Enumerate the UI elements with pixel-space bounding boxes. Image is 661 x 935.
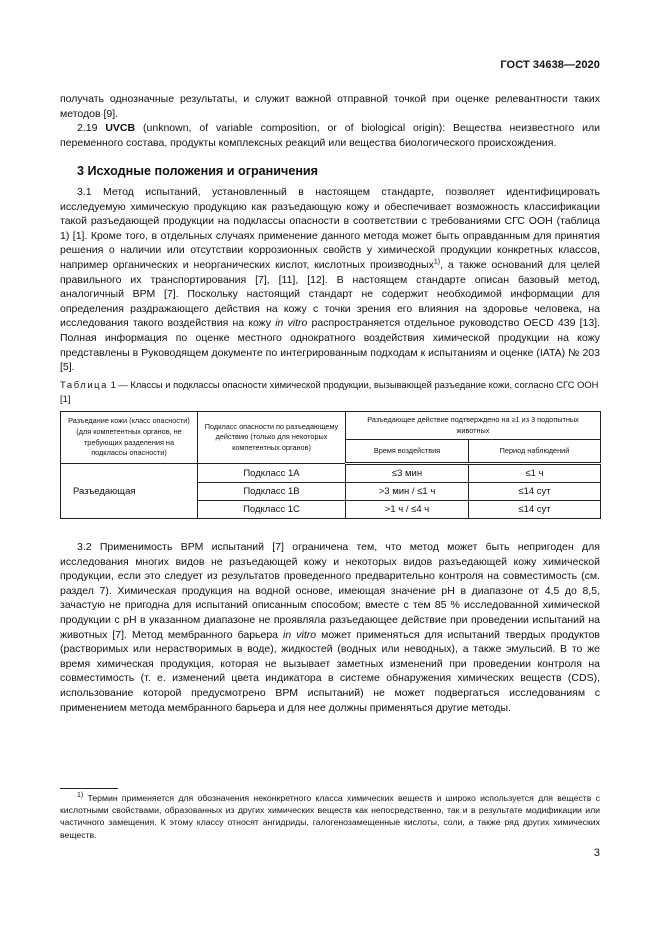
paragraph-prev-tail: получать однозначные результаты, и служит важной отправной точкой при оценке релевантности таких методов [9]. <box>60 93 600 120</box>
paragraph-3-1 <box>60 185 600 375</box>
subclass-cell: Подкласс 1A <box>198 464 346 483</box>
header-subclass: Подкласс опасности по разъедающему действию (только для некоторых компетентных органов) <box>198 412 346 464</box>
p31-part1: 3.1 Метод испытаний, установленный в настоящем стандарте, позволяет идентифицировать исследуемую химическую продукцию как разъедающую кожу и обеспечивает возможность классификации такой разъедающей продукции на подклассы опасности в соответствии с требованиями СГС ООН (таблица 1) [1]. Кроме того, в отдельных случаях применение данного метода может быть оправданным для принятия решения о наличии или отсутствии коррозионных свойств у химической продукции конкретных классов, например органических и неорганических кислот, кислотных производных <box>60 186 600 271</box>
section-heading: 3 Исходные положения и ограничения <box>77 164 319 178</box>
definition-2-19 <box>60 121 600 150</box>
header-observation: Период наблюдений <box>469 440 601 464</box>
exposure-cell: >3 мин / ≤1 ч <box>346 483 469 501</box>
subclass-cell: Подкласс 1B <box>198 483 346 501</box>
hazard-table <box>60 411 601 519</box>
table-caption-text: 1 — Классы и подклассы опасности химической продукции, вызывающей разъедание кожи, согласно СГС ООН [1] <box>60 379 599 404</box>
footnote-divider <box>60 788 118 789</box>
header-group: Разъедающее действие подтверждено на ≥1 из 3 подопытных животных <box>346 412 601 440</box>
footnote <box>60 792 600 841</box>
subclass-cell: Подкласс 1C <box>198 501 346 519</box>
table-caption-word: Таблица <box>60 379 108 390</box>
standard-id: ГОСТ 34638—2020 <box>500 59 600 71</box>
p32-part2: может применяться для испытаний твердых продуктов (растворимых или нерастворимых в воде), жидкостей (водных или неводных), а также эмульсий. В то же время химическая продукция, которая не вызывает заметных изменений при проведении контроля на совместимость (т. е. изменений цвета индикатора в системе обнаружения химических веществ (CDS), использование которой предусмотрено ВРМ испытаний) не может подвергаться исследованиям с применением метода мембранного барьера и для нее должны применяться другие методы. <box>60 628 600 714</box>
observation-cell: ≤1 ч <box>469 464 601 483</box>
page-number: 3 <box>593 847 600 859</box>
observation-cell: ≤14 сут <box>469 501 601 519</box>
header-exposure: Время воздействия <box>346 440 469 464</box>
header-skin-corrosion: Разъедание кожи (класс опасности) (для компетентных органов, не требующих разделения на подклассы опасности) <box>61 412 198 464</box>
p31-part2: , а также оснований для целей правильного их транспортирования [7], [11], [12]. В настоящем стандарте описан базовый метод, аналогичный ВРМ [7]. Поскольку настоящий стандарт не содержит необходимой информации для определения раздражающего действия на кожу с точки зрения его влияния на здоровье человека, на исследования такого воздействия на кожу <box>60 258 600 330</box>
table-row <box>61 464 601 483</box>
exposure-cell: >1 ч / ≤4 ч <box>346 501 469 519</box>
class-cell: Разъедающая <box>61 464 198 519</box>
p32-italic: in vitro <box>283 628 317 641</box>
definition-term: UVCB <box>105 122 136 134</box>
table-caption <box>60 378 600 405</box>
p32-part1: 3.2 Применимость ВРМ испытаний [7] ограничена тем, что метод может быть непригоден для исследования многих видов не разъедающей кожу и некоторых видов разъедающей кожу химической продукции, если это следует из результатов проведенного предварительно контроля на совместимость (см. раздел 7). Химическая продукция на водной основе, имеющая значение pH в диапазоне от 4,5 до 8,5, зачастую не пригодна для испытаний описанным способом; вместе с тем 85 % исследованной химической продукции с pH в указанном диапазоне не проявляла разъедающее действие при проведении испытаний на животных [7]. Метод мембранного барьера <box>60 541 600 641</box>
footnote-marker: 1) <box>77 792 84 800</box>
p31-part3: распространяется отдельное руководство OECD 439 [13]. Полная информация по оценке местного однократного воздействия химической продукции на кожу представлены в Руководящем документе по интегрированным подходам к испытаниям и оценке (IATA) № 203 [5]. <box>60 317 600 374</box>
definition-text: (unknown, of variable composition, or of biological origin): Вещества неизвестного или переменного состава, продукты комплексных реакций или вещества биологического происхождения. <box>60 122 601 149</box>
observation-cell: ≤14 сут <box>469 483 601 501</box>
footnote-ref[interactable]: 1) <box>433 258 441 266</box>
footnote-text: Термин применяется для обозначения неконкретного класса химических веществ и широко используется для веществ с кислотными свойствами, образованных из других химических веществ как непосредственно, так и в результате модификации или частичного замещения. К этому классу относят ангидриды, галогенозамещенные кислоты, соли, а также ряд других химических веществ. <box>60 793 600 840</box>
exposure-cell: ≤3 мин <box>346 464 469 483</box>
definition-number: 2.19 <box>77 122 98 134</box>
p31-italic: in vitro <box>275 317 308 330</box>
paragraph-3-2 <box>60 540 600 715</box>
